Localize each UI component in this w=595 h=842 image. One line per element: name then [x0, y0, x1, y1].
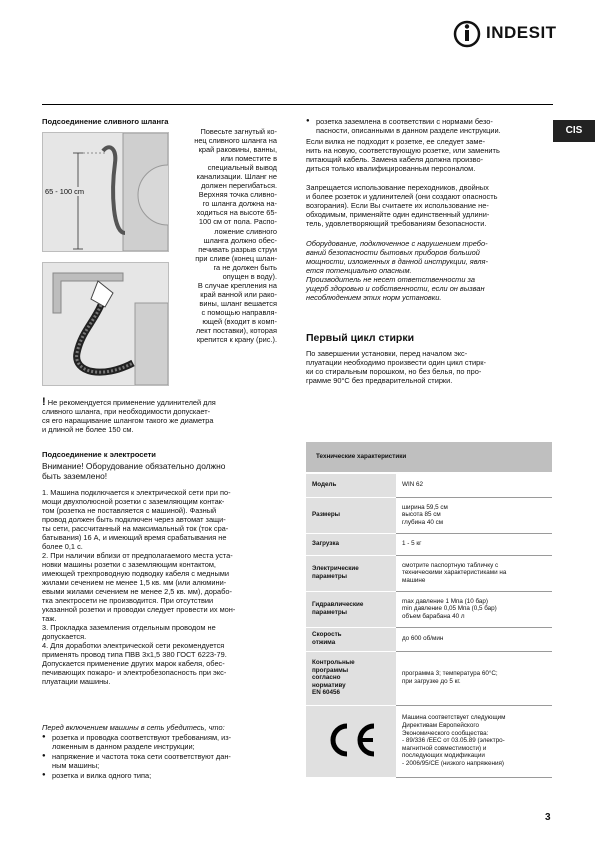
text-line: имеющей трехпроводную подводку кабеля с медными: [42, 569, 230, 578]
text-line: мощи двухполюсной розетки с заземляющим контак-: [42, 497, 225, 506]
text-line: таж.: [42, 614, 57, 623]
table-row: [306, 497, 552, 533]
hose-line: крепится к крану (рис.).: [196, 335, 277, 345]
hose-line: Верхняя точка сливно-: [198, 190, 277, 200]
hose-line: опущен в воду).: [222, 271, 277, 281]
warning-line: ся его наращивание шлангом такого же диаметра: [42, 416, 214, 425]
text-line: диться только квалифицированным персоналом.: [306, 164, 476, 173]
hose-line: или поместите в: [220, 154, 277, 164]
text-line: ется потенциально опасным.: [306, 266, 412, 275]
multiline-text: Размеры: [312, 511, 341, 519]
elec-attention: [42, 461, 278, 481]
text-line: мощности, изложенных в данной инструкции, явля-: [306, 257, 488, 266]
text-line: плуатации необходимо произвести один цикл стирк-: [306, 358, 486, 367]
hose-line: канализации. Шланг не: [196, 172, 277, 182]
warning-line: и длиной не более 150 см.: [42, 425, 134, 434]
brand-logo: [453, 20, 563, 48]
check-list: [42, 733, 278, 781]
text-line: Допускается применение других марок кабеля, обес-: [42, 659, 225, 668]
text-line: том (розетка не поставляется с машиной). Фазный: [42, 506, 217, 515]
hose-line: печивать разрыв струи: [198, 244, 277, 254]
hose-line: с помощью направля-: [201, 307, 277, 317]
multiline-text: Скорость отжима: [312, 631, 342, 646]
text-line: 1. Машина подключается к электрической сети при по-: [42, 488, 231, 497]
hose-line: В случае крепления на: [197, 280, 277, 290]
first-cycle-title: Первый цикл стирки: [306, 332, 415, 344]
hose-line: 100 см от пола. Распо-: [198, 217, 277, 227]
table-row: [306, 705, 552, 777]
text-line: 4. Для доработки электрической сети рекомендуется: [42, 641, 225, 650]
text-line: обходимым, применяйте один единственный удлини-: [306, 210, 490, 219]
text-line: батывания) 16 А, и имеющий время срабатывания не: [42, 533, 227, 542]
text-line: плуатации машины.: [42, 677, 111, 686]
check-intro: Перед включением машины в сеть убедитесь, что:: [42, 723, 225, 732]
multiline-text: программа 3; температура 60°С; при загрузке до 5 кг.: [402, 670, 498, 685]
text-line: жилами сечением не менее 1,5 кв. мм (или алюмини-: [42, 578, 227, 587]
multiline-text: WIN 62: [402, 481, 423, 489]
multiline-text: Модель: [312, 481, 337, 489]
page-number: 3: [545, 812, 551, 823]
hose-line: нец сливного шланга на: [194, 136, 277, 146]
table-row: [306, 627, 552, 651]
right-bullet-list: [306, 117, 552, 136]
logo-circle-icon: [453, 20, 481, 48]
elec-item-3: [42, 623, 278, 641]
specs-title: Технические характеристики: [306, 442, 552, 473]
brand-name: INDESIT: [486, 23, 557, 42]
table-row: [306, 591, 552, 627]
text-line: тка электросети не производится. При отсутствии: [42, 596, 214, 605]
multiline-text: max давление 1 Мпа (10 бар) min давление 0,05 Мпа (0,5 бар) объем барабана 40 л: [402, 597, 497, 620]
elec-item-2: [42, 551, 278, 623]
text-line: ваний безопасности бытовых приборов большой: [306, 248, 480, 257]
text-line: 2. При наличии вблизи от предполагаемого места уста-: [42, 551, 233, 560]
plug-paragraph: [306, 137, 552, 173]
text-line: питающий кабель. Замена кабеля должна произво-: [306, 155, 484, 164]
hose-line: лект поставки), которая: [195, 326, 277, 336]
text-line: Запрещается использование переходников, двойных: [306, 183, 489, 192]
right-bullet-item: [306, 117, 552, 135]
hose-line: ложение сливного: [214, 226, 277, 236]
text-line: По завершении установки, перед началом экс-: [306, 349, 468, 358]
multiline-text: 1 - 5 кг: [402, 540, 422, 548]
text-line: нить на новую, соответствующую розетке, или заменить: [306, 146, 500, 155]
liability-paragraph: [306, 239, 552, 302]
text-line: 3. Прокладка заземления отдельным проводом не: [42, 623, 216, 632]
text-line: ущерб здоровью и собственности, если он вызван: [306, 284, 485, 293]
text-line: Производитель не несет ответственности за: [306, 275, 475, 284]
text-line: более 0,1 с.: [42, 542, 83, 551]
first-cycle-text: [306, 349, 552, 385]
warning-line: сливного шланга, при необходимости допускает-: [42, 407, 211, 416]
language-tab: CIS: [553, 120, 595, 142]
attention-line: быть заземлено!: [42, 471, 108, 481]
hose-line: при сливе (конец шлан-: [195, 253, 277, 263]
multiline-text: смотрите паспортную табличку с техническими характеристиками на машине: [402, 561, 507, 584]
multiline-text: Контрольные программы согласно нормативу EN 60456: [312, 659, 355, 697]
text-line: печивающих пожаро- и электробезопасность при экс-: [42, 668, 227, 677]
text-line: несоблюдением этих норм установки.: [306, 293, 442, 302]
multiline-text: розетка заземлена в соответствии с нормами безо- пасности, описанными в данном разделе инструкции.: [316, 117, 501, 135]
text-line: ты сети, рассчитанный на максимальный ток (ток сра-: [42, 524, 229, 533]
hose-section-title: Подсоединение сливного шланга: [42, 117, 169, 126]
text-line: тель, удовлетворяющий требованиям безопасности.: [306, 219, 487, 228]
check-item: [42, 771, 278, 780]
attention-line: Внимание! Оборудование обязательно должно: [42, 461, 226, 471]
height-label: 65 - 100 cm: [45, 187, 85, 196]
hose-line: специальный вывод: [207, 163, 277, 173]
text-line: и более розеток и удлинителей (они создают опасность: [306, 192, 498, 201]
elec-items: [42, 488, 278, 686]
multiline-text: розетка и вилка одного типа;: [52, 771, 152, 780]
text-line: евыми жилами сечением не менее 2,5 кв. мм), дорабо-: [42, 587, 232, 596]
elec-item-4: [42, 641, 278, 686]
hose-line: вины, шланг вешается: [199, 298, 277, 308]
text-line: Оборудование, подключенное с нарушением требо-: [306, 239, 488, 248]
multiline-text: Загрузка: [312, 540, 340, 548]
text-line: указанной розетки и проводки следует провести их мон-: [42, 605, 236, 614]
text-line: допускается.: [42, 632, 87, 641]
elec-item-1: [42, 488, 278, 551]
check-item: [42, 752, 278, 770]
ce-cell: [306, 705, 396, 777]
text-line: грамме 90°С без предварительной стирки.: [306, 376, 453, 385]
elec-section-title: Подсоединение к электросети: [42, 450, 156, 459]
warning-line: Не рекомендуется применение удлинителей для: [47, 398, 216, 407]
hose-faucet-figure: [42, 262, 169, 386]
multiline-text: розетка и проводка соответствуют требованиям, из- ложенным в данном разделе инструкции;: [52, 733, 232, 751]
hose-line: край ванной или рако-: [200, 289, 277, 299]
warning-mark: !: [42, 396, 46, 408]
text-line: применять провод типа ПВВ 3х1,5 380 ГОСТ 6223-79.: [42, 650, 227, 659]
hose-warning: [42, 398, 278, 434]
text-line: возгорания). Если Вы считаете их использование не-: [306, 201, 489, 210]
hose-line: Повесьте загнутый ко-: [200, 127, 277, 136]
hose-line: го шланга должна на-: [202, 199, 277, 209]
table-row: [306, 651, 552, 705]
table-row: [306, 555, 552, 591]
hose-line: край раковины, ванны,: [198, 145, 277, 155]
adapters-paragraph: [306, 183, 552, 228]
hose-line: ходиться на высоте 65-: [196, 208, 277, 218]
check-item: [42, 733, 278, 751]
hose-line: шланга должно обес-: [203, 235, 277, 245]
multiline-text: Электрические параметры: [312, 565, 359, 580]
table-row: [306, 473, 552, 497]
hose-instructions: [170, 127, 277, 344]
multiline-text: ширина 59,5 см высота 85 см глубина 40 см: [402, 503, 448, 526]
multiline-text: Гидравлические параметры: [312, 601, 364, 616]
multiline-text: до 600 об/мин: [402, 635, 444, 643]
faucet-hose-illustration: [43, 263, 168, 385]
ce-mark-icon: [323, 721, 379, 759]
table-row: [306, 533, 552, 555]
hose-line: должен перегибаться.: [201, 181, 277, 191]
text-line: Если вилка не подходит к розетке, ее следует заме-: [306, 137, 486, 146]
hose-line: га не должен быть: [213, 262, 277, 272]
specs-header-row: [306, 442, 552, 473]
specs-table: [306, 442, 552, 778]
multiline-text: напряжение и частота тока сети соответствуют дан- ным машины;: [52, 752, 231, 770]
text-line: провод должен быть подключен через автомат защи-: [42, 515, 226, 524]
hose-line: ющей (входит в комп-: [202, 316, 277, 326]
header-rule: [42, 104, 553, 105]
text-line: ки со стиральным порошком, но без белья, по про-: [306, 367, 482, 376]
multiline-text: Машина соответствует следующим Директивам Европейского Экономического сообщества: - 89/336 /ЕЕС от 03.05.89 (электро- магнитной совместимости) и последующих модификации - 2006/95/CE (низкого напряжения): [402, 714, 506, 767]
hose-height-figure: [42, 132, 169, 252]
text-line: новки машины розетки с заземляющим контактом,: [42, 560, 216, 569]
